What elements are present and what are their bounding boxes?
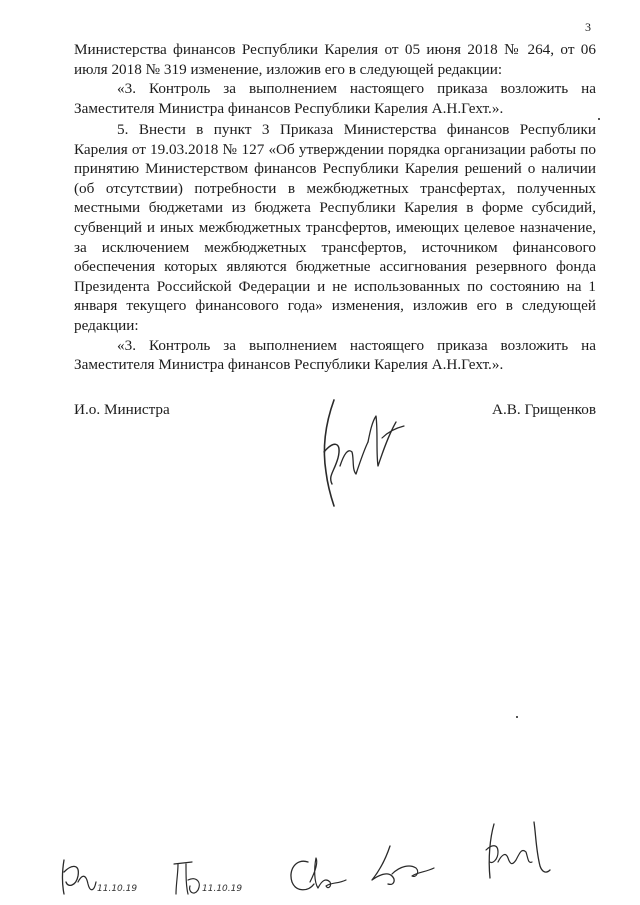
page-number: 3 <box>585 20 591 34</box>
paragraph-quote-control: «3. Контроль за выполнением настоящего приказа возложить на Заместителя Министра финансов Республики Карелия А.Н.Гехт.». <box>74 80 596 117</box>
ink-dot <box>598 118 600 120</box>
paragraph-item-5: 5. Внести в пункт 3 Приказа Министерства финансов Республики Карелия от 19.03.2018 № 127 «Об утверждении порядка организации работы по принятию Министерством финансов Республики Карелия решений о наличии (об отсутствии) потребности в межбюджетных трансфертах, полученных местными бюджетами из бюджета Республики Карелия в форме субсидий, субвенций и иных межбюджетных трансфертов, имеющих целевое назначение, за исключением межбюджетных трансфертов, источником финансового обеспечения которых являются бюджетные ассигнования резервного фонда Президента Российской Федерации и не использованных по состоянию на 1 января текущего финансового года» изменения, изложив его в следующей редакции: <box>74 121 596 334</box>
approval-mark-5 <box>480 818 552 884</box>
paragraph-continuation: Министерства финансов Республики Карелия от 05 июня 2018 № 264, от 06 июля 2018 № 319 изменение, изложив его в следующей редакции: <box>74 41 596 78</box>
approval-mark-2 <box>170 858 204 898</box>
text-block-continuation <box>74 40 596 118</box>
approval-date-2: 11.10.19 <box>202 884 243 894</box>
approval-mark-1 <box>58 852 98 897</box>
approval-mark-4 <box>366 838 436 890</box>
signer-name: А.В. Грищенков <box>492 401 596 418</box>
signer-position: И.о. Министра <box>74 401 170 418</box>
paragraph-quote-control-2: «3. Контроль за выполнением настоящего приказа возложить на Заместителя Министра финансов Республики Карелия А.Н.Гехт.». <box>74 336 596 374</box>
approval-mark-3 <box>286 852 350 898</box>
handwritten-signature <box>312 392 412 512</box>
ink-dot <box>516 716 518 718</box>
text-block-item-5 <box>74 120 596 375</box>
approval-date-1: 11.10.19 <box>97 884 138 894</box>
